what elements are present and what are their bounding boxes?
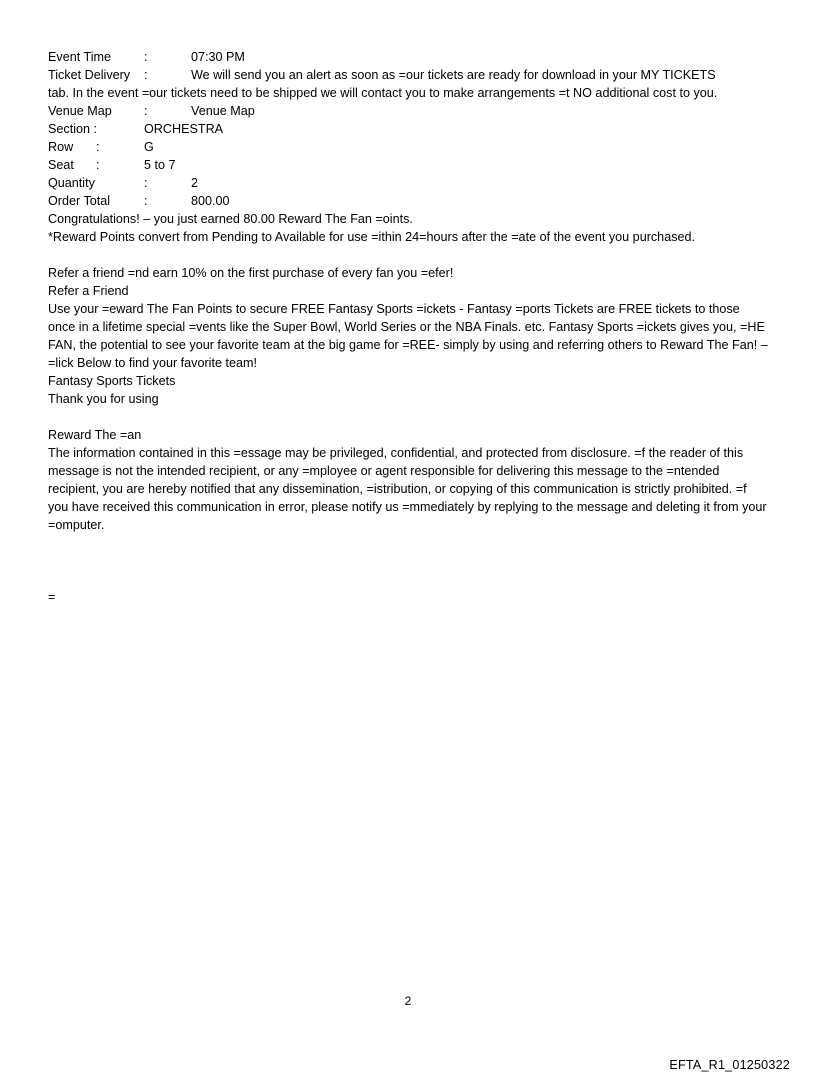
ticket-delivery-continuation: tab. In the event =our tickets need to be shipped we will contact you to make arrangements =t NO additional cost to you. bbox=[48, 86, 718, 100]
venue-map-row bbox=[48, 102, 768, 120]
order-total-row bbox=[48, 192, 768, 210]
venue-map-colon: : bbox=[144, 104, 148, 118]
row-row bbox=[48, 138, 768, 156]
spacer bbox=[48, 246, 768, 264]
ticket-delivery-label: Ticket Delivery bbox=[48, 68, 131, 82]
seat-colon: : bbox=[96, 158, 100, 172]
venue-map-link[interactable]: Venue Map bbox=[191, 104, 255, 118]
rewards-congrats: Congratulations! – you just earned 80.00 Reward The Fan =oints. bbox=[48, 212, 413, 226]
spacer bbox=[48, 570, 768, 588]
order-total-value: 800.00 bbox=[191, 194, 230, 208]
signature-name: Reward The =an bbox=[48, 428, 142, 442]
order-total-label: Order Total bbox=[48, 194, 111, 208]
row-value: G bbox=[144, 140, 154, 154]
spacer bbox=[48, 534, 768, 552]
refer-headline: Refer a friend =nd earn 10% on the first purchase of every fan you =efer! bbox=[48, 266, 454, 280]
section-value: ORCHESTRA bbox=[144, 122, 224, 136]
event-time-row bbox=[48, 48, 768, 66]
spacer bbox=[48, 552, 768, 570]
quantity-colon: : bbox=[144, 176, 148, 190]
quantity-label: Quantity bbox=[48, 176, 95, 190]
quantity-value: 2 bbox=[191, 176, 199, 190]
rewards-note: *Reward Points convert from Pending to Available for use =ithin 24=hours after the =ate of the event you purchased. bbox=[48, 230, 695, 244]
confidentiality-disclaimer: The information contained in this =essage may be privileged, confidential, and protected from disclosure. =f the reader of this message is not the intended recipient, or any =mployee or agent responsible for delivering this message to the =ntended recipient, you are hereby notified that any dissemination, =istribution, or copying of this communication is strictly prohibited. =f you have received this communication in error, please notify us =mmediately by replying to the message and deleting it from your =omputer. bbox=[48, 446, 767, 532]
email-body bbox=[48, 48, 768, 606]
event-time-label: Event Time bbox=[48, 50, 111, 64]
quantity-row bbox=[48, 174, 768, 192]
section-row bbox=[48, 120, 768, 138]
trailing-equals: = bbox=[48, 590, 56, 604]
ticket-delivery-row bbox=[48, 66, 768, 84]
seat-row bbox=[48, 156, 768, 174]
event-time-colon: : bbox=[144, 50, 148, 64]
page-number: 2 bbox=[404, 994, 412, 1008]
row-label: Row bbox=[48, 140, 74, 154]
ticket-delivery-value: We will send you an alert as soon as =our tickets are ready for download in your MY TICKETS bbox=[191, 68, 716, 82]
seat-value: 5 to 7 bbox=[144, 158, 176, 172]
event-time-value: 07:30 PM bbox=[191, 50, 245, 64]
order-total-colon: : bbox=[144, 194, 148, 208]
row-colon: : bbox=[96, 140, 100, 154]
ticket-delivery-colon: : bbox=[144, 68, 148, 82]
refer-a-friend-link[interactable]: Refer a Friend bbox=[48, 284, 129, 298]
document-id: EFTA_R1_01250322 bbox=[669, 1058, 790, 1072]
seat-label: Seat bbox=[48, 158, 74, 172]
spacer bbox=[48, 408, 768, 426]
section-label: Section : bbox=[48, 122, 98, 136]
thank-you-text: Thank you for using bbox=[48, 392, 159, 406]
venue-map-label: Venue Map bbox=[48, 104, 112, 118]
fantasy-sports-tickets-link[interactable]: Fantasy Sports Tickets bbox=[48, 374, 176, 388]
refer-body: Use your =eward The Fan Points to secure FREE Fantasy Sports =ickets - Fantasy =ports Tickets are FREE tickets to those once in a lifetime special =vents like the Super Bowl, World Series or the NBA Finals. etc. Fantasy Sports =ickets gives you, =HE FAN, the potential to see your favorite team at the big game for =REE- simply by using and referring others to Reward The Fan! – =lick Below to find your favorite team! bbox=[48, 302, 768, 370]
